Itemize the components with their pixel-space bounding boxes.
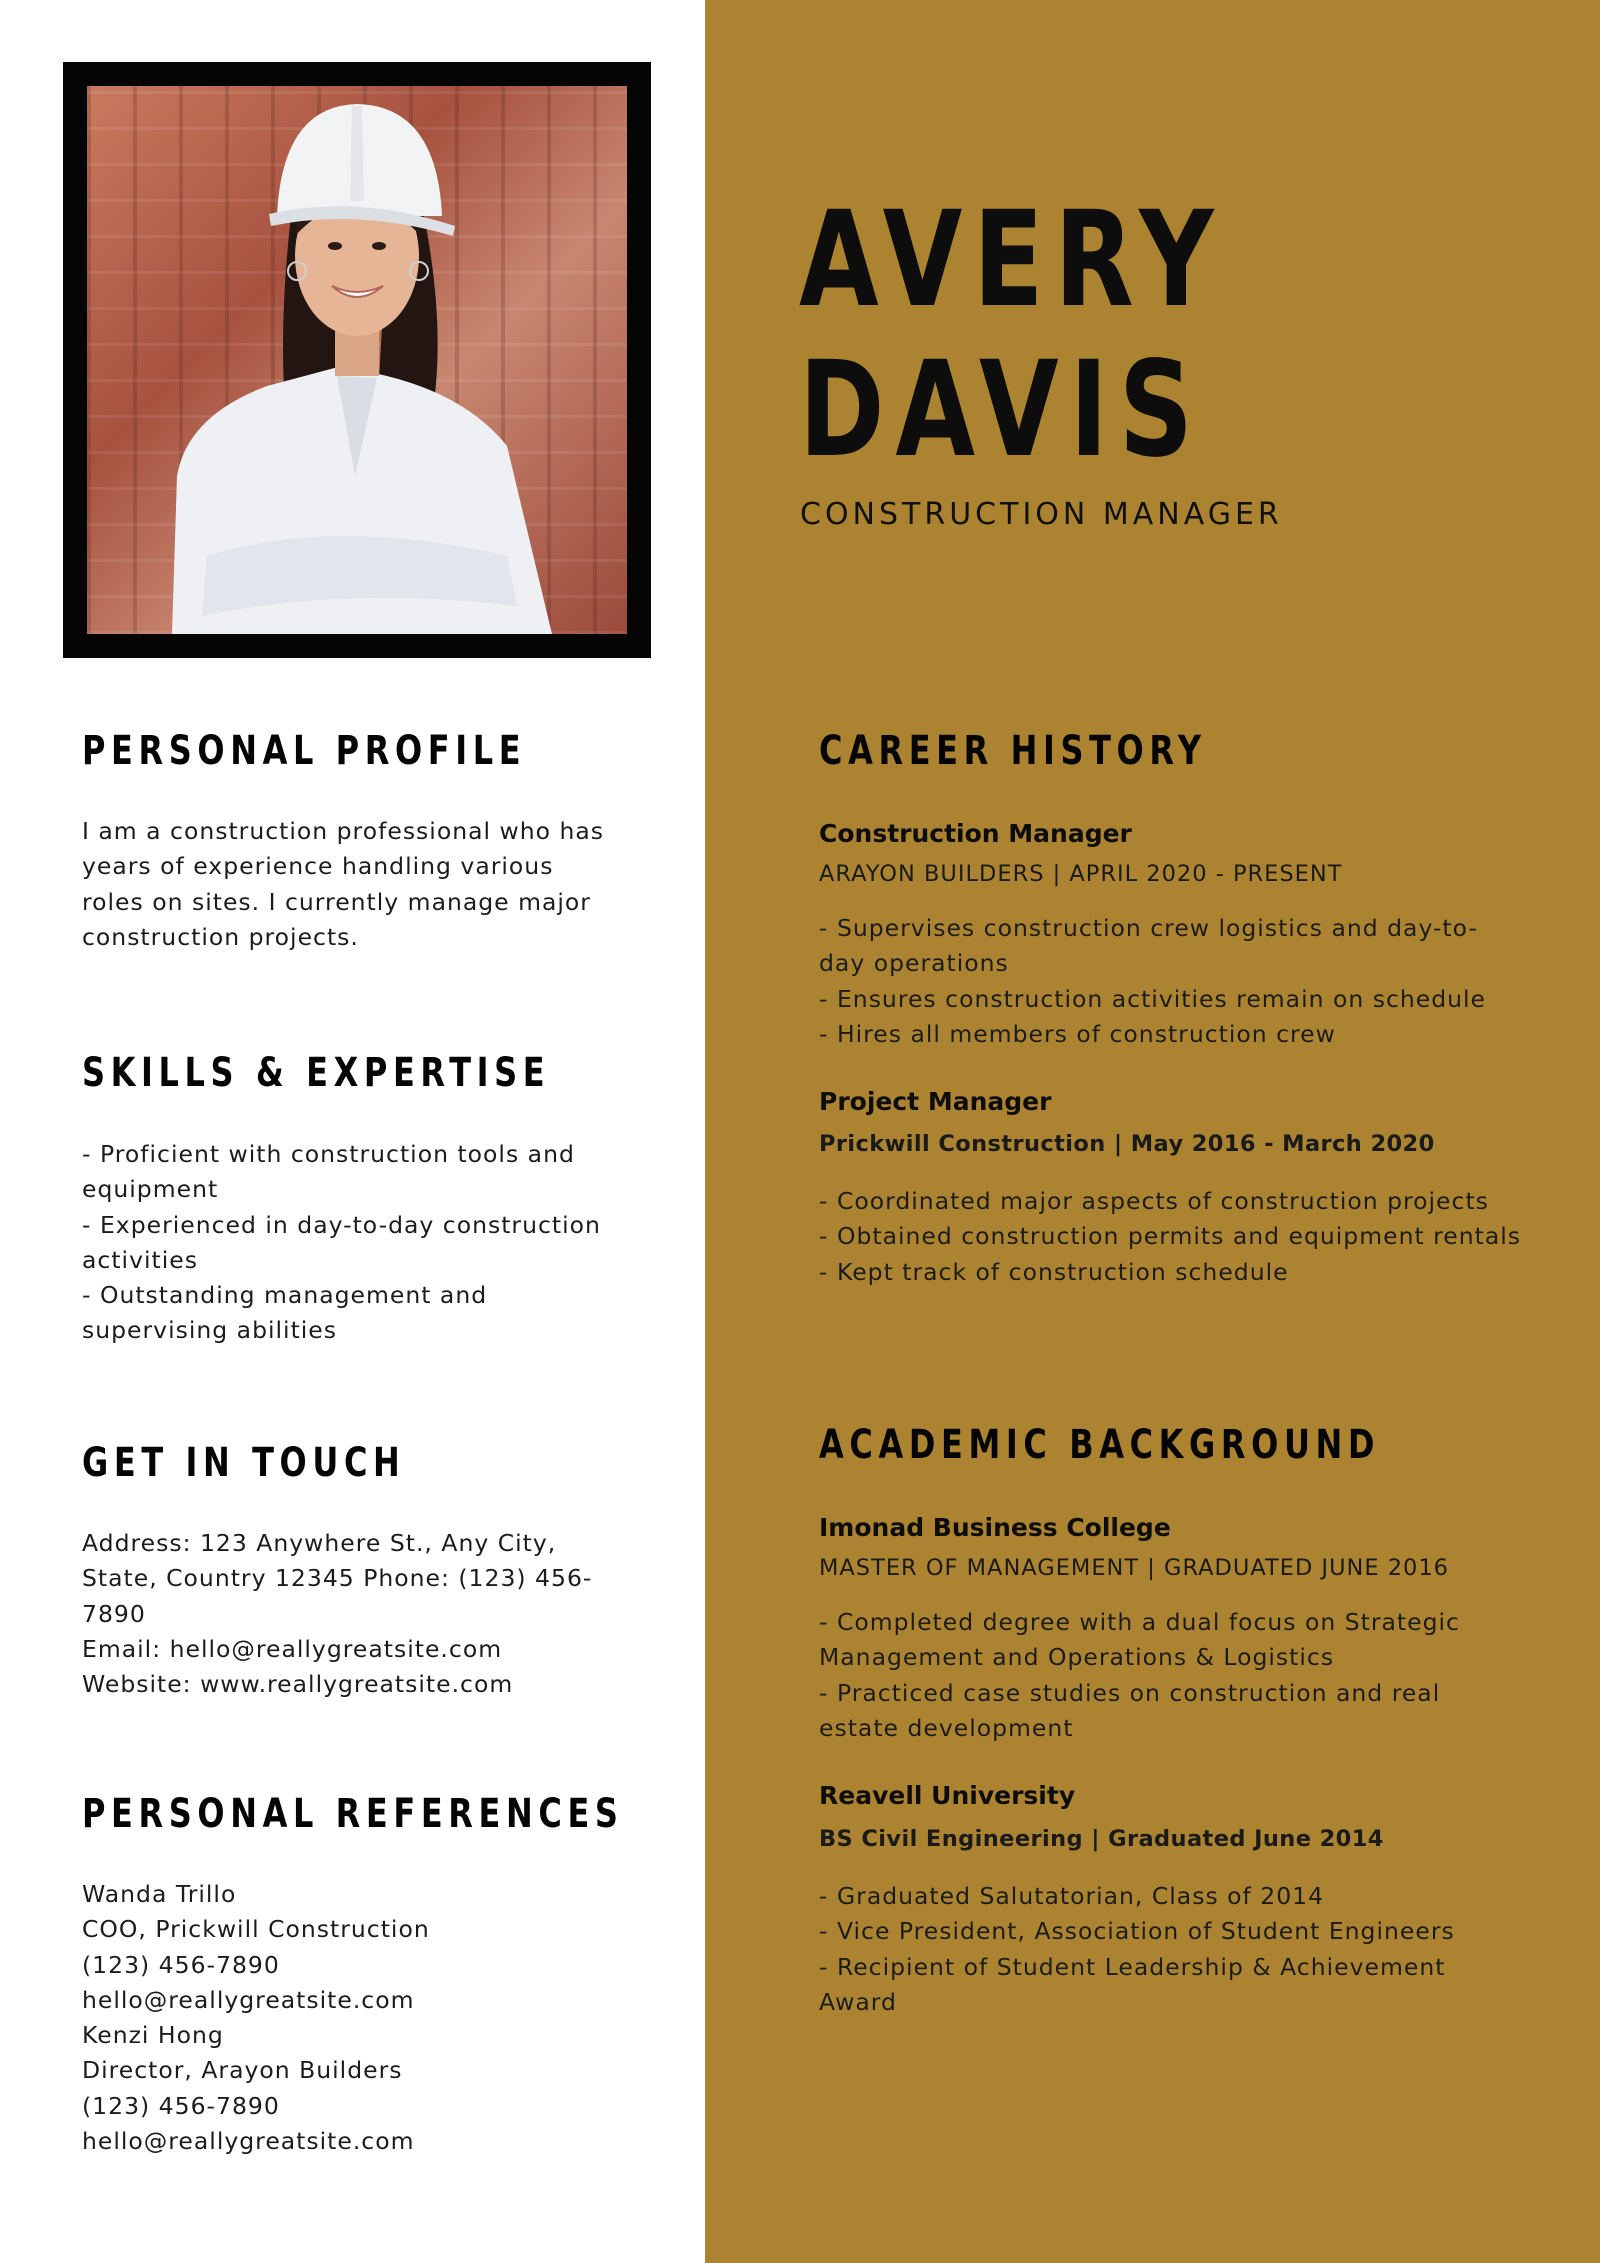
profile-photo <box>87 86 627 634</box>
text-line: years of experience handling various <box>82 852 554 881</box>
job-entry-title: Construction Manager <box>819 819 1132 848</box>
candidate-name <box>799 185 1225 485</box>
text-line: construction projects. <box>82 922 359 951</box>
last-name: DAVIS <box>799 333 1204 487</box>
school-entry-details <box>819 1879 1455 2020</box>
text-line: - Experienced in day-to-day construction <box>82 1210 601 1239</box>
school-entry-subtitle: BS Civil Engineering | Graduated June 2014 <box>819 1826 1384 1852</box>
personal-profile-text <box>82 814 604 955</box>
text-line: - Ensures construction activities remain on schedule <box>819 984 1487 1013</box>
text-line: - Kept track of construction schedule <box>819 1257 1289 1286</box>
person-illustration <box>87 86 627 634</box>
text-line: - Graduated Salutatorian, Class of 2014 <box>819 1882 1325 1910</box>
photo-frame <box>63 62 651 658</box>
text-line: activities <box>82 1245 198 1274</box>
text-line: (123) 456-7890 <box>82 1950 280 1979</box>
skills-heading: SKILLS & EXPERTISE <box>82 1050 551 1096</box>
contact-text <box>82 1526 592 1702</box>
text-line: - Vice President, Association of Student Engineers <box>819 1917 1455 1946</box>
email-text: Email: hello@reallygreatsite.com <box>82 1634 503 1663</box>
text-line: - Obtained construction permits and equipment rentals <box>819 1222 1522 1251</box>
text-line: - Recipient of Student Leadership & Achievement <box>819 1952 1446 1981</box>
job-entry-details <box>819 911 1486 1052</box>
references-text <box>82 1877 430 2159</box>
text-line: - Outstanding management and <box>82 1281 488 1310</box>
text-line: hello@reallygreatsite.com <box>82 2127 415 2156</box>
job-entry-title: Project Manager <box>819 1087 1052 1116</box>
text-line: estate development <box>819 1713 1074 1742</box>
first-name: AVERY <box>799 183 1225 337</box>
text-line: equipment <box>82 1175 219 1204</box>
job-entry-details <box>819 1184 1521 1290</box>
text-line: Wanda Trillo <box>82 1880 237 1908</box>
text-line: supervising abilities <box>82 1316 338 1345</box>
text-line: roles on sites. I currently manage major <box>82 887 591 916</box>
career-history-heading: CAREER HISTORY <box>819 728 1207 774</box>
references-heading: PERSONAL REFERENCES <box>82 1791 624 1837</box>
school-entry-subtitle: MASTER OF MANAGEMENT | GRADUATED JUNE 2016 <box>819 1555 1449 1581</box>
text-line: day operations <box>819 949 1009 978</box>
personal-profile-heading: PERSONAL PROFILE <box>82 728 527 774</box>
text-line: - Completed degree with a dual focus on Strategic <box>819 1608 1460 1636</box>
text-line: Kenzi Hong <box>82 2021 224 2050</box>
school-entry-name: Imonad Business College <box>819 1513 1171 1542</box>
text-line: - Practiced case studies on construction and real <box>819 1678 1441 1707</box>
school-entry-details <box>819 1605 1460 1746</box>
text-line: Award <box>819 1987 897 2016</box>
text-line: - Proficient with construction tools and <box>82 1140 575 1168</box>
job-entry-subtitle: Prickwill Construction | May 2016 - March 2020 <box>819 1131 1435 1157</box>
website-text: Website: www.reallygreatsite.com <box>82 1670 514 1699</box>
school-entry-name: Reavell University <box>819 1781 1076 1810</box>
text-line: Address: 123 Anywhere St., Any City, <box>82 1529 557 1557</box>
text-line: - Coordinated major aspects of construction projects <box>819 1187 1489 1215</box>
text-line: - Supervises construction crew logistics and day-to- <box>819 914 1478 942</box>
text-line: COO, Prickwill Construction <box>82 1915 430 1944</box>
job-title: CONSTRUCTION MANAGER <box>800 497 1283 532</box>
contact-heading: GET IN TOUCH <box>82 1440 406 1486</box>
text-line: Director, Arayon Builders <box>82 2056 403 2085</box>
text-line: State, Country 12345 Phone: (123) 456- <box>82 1564 593 1593</box>
text-line: (123) 456-7890 <box>82 2091 280 2120</box>
skills-text <box>82 1137 601 1349</box>
text-line: 7890 <box>82 1599 146 1628</box>
text-line: Management and Operations & Logistics <box>819 1643 1335 1672</box>
academic-heading: ACADEMIC BACKGROUND <box>819 1422 1381 1468</box>
text-line: - Hires all members of construction crew <box>819 1019 1336 1048</box>
job-entry-subtitle: ARAYON BUILDERS | APRIL 2020 - PRESENT <box>819 861 1343 887</box>
text-line: hello@reallygreatsite.com <box>82 1985 415 2014</box>
text-line: I am a construction professional who has <box>82 817 605 845</box>
